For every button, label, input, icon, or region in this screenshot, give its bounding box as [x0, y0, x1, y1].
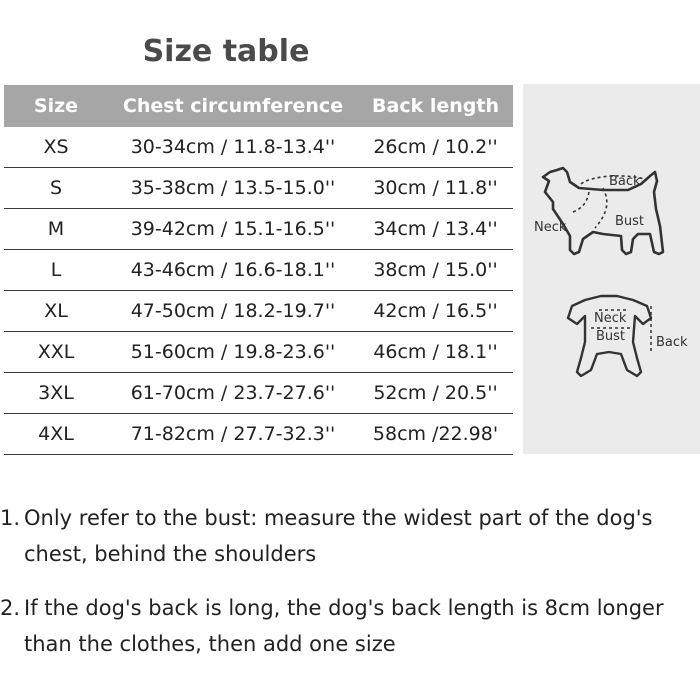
garment-neck-label: Neck: [594, 311, 627, 326]
cell-chest: 51-60cm / 19.8-23.6'': [130, 341, 336, 363]
cell-chest: 39-42cm / 15.1-16.5'': [130, 218, 336, 240]
cell-back: 52cm / 20.5'': [373, 382, 498, 404]
table-row: [4, 127, 513, 168]
header-size: Size: [33, 95, 79, 117]
dog-bust-label: Bust: [615, 214, 645, 229]
size-table-title: Size table: [142, 34, 310, 69]
cell-chest: 43-46cm / 16.6-18.1'': [130, 259, 336, 281]
garment-bust-label: Bust: [596, 329, 626, 344]
note-item: [0, 590, 700, 662]
cell-chest: 71-82cm / 27.7-32.3'': [130, 423, 336, 445]
cell-chest: 47-50cm / 18.2-19.7'': [130, 300, 336, 322]
note-line: [0, 590, 700, 626]
cell-back: 26cm / 10.2'': [373, 136, 498, 158]
note-item: [0, 500, 700, 572]
table-row: [4, 414, 513, 455]
note-number: 2.: [0, 596, 21, 620]
cell-back: 42cm / 16.5'': [373, 300, 498, 322]
garment-back-label: Back: [656, 335, 688, 350]
dog-back-label: Back: [609, 174, 641, 189]
dog-outline-icon: [543, 168, 663, 254]
cell-size: L: [50, 259, 62, 281]
cell-back: 38cm / 15.0'': [373, 259, 498, 281]
note-text: Only refer to the bust: measure the widest part of the dog's: [24, 506, 653, 530]
note-number: 1.: [0, 506, 21, 530]
cell-size: 4XL: [38, 423, 74, 445]
cell-chest: 35-38cm / 13.5-15.0'': [130, 177, 336, 199]
cell-back: 30cm / 11.8'': [373, 177, 498, 199]
cell-size: XS: [43, 136, 69, 158]
dog-neck-label: Neck: [534, 220, 567, 235]
table-row: [4, 332, 513, 373]
note-line: [0, 500, 700, 536]
cell-back: 46cm / 18.1'': [373, 341, 498, 363]
table-row: [4, 168, 513, 209]
cell-chest: 30-34cm / 11.8-13.4'': [130, 136, 336, 158]
table-row: [4, 250, 513, 291]
dog-neck-measure-line: [573, 192, 589, 212]
cell-size: XXL: [37, 341, 75, 363]
note-text: If the dog's back is long, the dog's back length is 8cm longer: [24, 596, 664, 620]
cell-back: 58cm /22.98': [372, 423, 499, 445]
cell-size: S: [49, 177, 63, 199]
table-row: [4, 373, 513, 414]
table-header-row: [4, 85, 513, 127]
cell-back: 34cm / 13.4'': [373, 218, 498, 240]
cell-size: 3XL: [38, 382, 74, 404]
table-row: [4, 209, 513, 250]
cell-chest: 61-70cm / 23.7-27.6'': [130, 382, 336, 404]
note-text-continued: chest, behind the shoulders: [24, 542, 317, 566]
cell-size: XL: [44, 300, 68, 322]
dog-bust-measure-line: [595, 188, 607, 228]
header-chest-circumference: Chest circumference: [122, 95, 344, 117]
size-table: [4, 85, 513, 455]
measurement-diagram: [523, 84, 700, 454]
table-row: [4, 291, 513, 332]
measurement-illustration: [523, 84, 700, 454]
note-text-continued: than the clothes, then add one size: [24, 632, 396, 656]
cell-size: M: [47, 218, 65, 240]
header-back-length: Back length: [372, 95, 499, 117]
